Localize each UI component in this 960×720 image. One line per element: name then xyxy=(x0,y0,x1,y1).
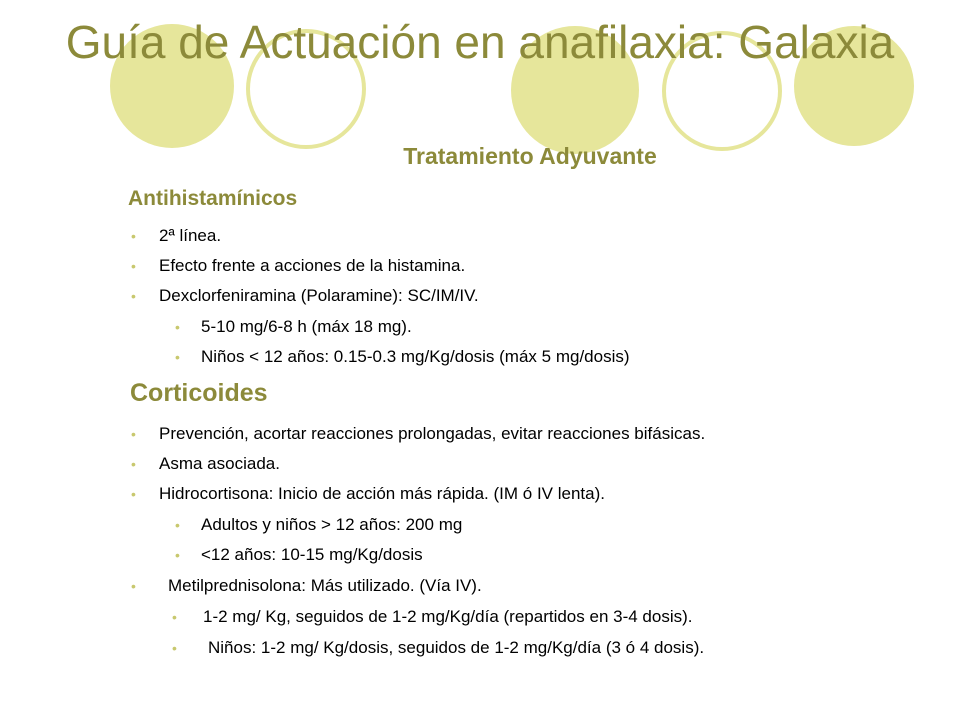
bullet-icon: • xyxy=(175,319,180,335)
bullet-icon: • xyxy=(131,426,136,442)
list-item-text: Adultos y niños > 12 años: 200 mg xyxy=(201,515,463,534)
list-item-text: 1-2 mg/ Kg, seguidos de 1-2 mg/Kg/día (repartidos en 3-4 dosis). xyxy=(203,607,693,626)
bullet-icon: • xyxy=(131,258,136,274)
list-item xyxy=(131,256,465,276)
bullet-icon: • xyxy=(131,486,136,502)
slide-subtitle: Tratamiento Adyuvante xyxy=(403,143,657,169)
bullet-icon: • xyxy=(131,228,136,244)
list-item-text: Asma asociada. xyxy=(159,454,280,473)
list-item xyxy=(175,347,630,367)
bullet-icon: • xyxy=(131,456,136,472)
bullet-icon: • xyxy=(175,517,180,533)
section-heading-antihistaminicos: Antihistamínicos xyxy=(128,187,298,210)
bullet-icon: • xyxy=(172,640,177,656)
list-item xyxy=(175,317,412,337)
list-item-text: Prevención, acortar reacciones prolongadas, evitar reacciones bifásicas. xyxy=(159,424,706,443)
list-item xyxy=(131,576,482,596)
list-item xyxy=(131,454,280,474)
list-item-text: Hidrocortisona: Inicio de acción más rápida. (IM ó IV lenta). xyxy=(159,484,605,503)
list-item xyxy=(131,424,705,444)
bullet-icon: • xyxy=(131,288,136,304)
slide-title: Guía de Actuación en anafilaxia: Galaxia xyxy=(65,16,895,68)
list-item xyxy=(172,638,704,658)
bullet-icon: • xyxy=(172,609,177,625)
list-item xyxy=(175,515,462,535)
list-item-text: Niños < 12 años: 0.15-0.3 mg/Kg/dosis (máx 5 mg/dosis) xyxy=(201,347,630,366)
list-item-text: Dexclorfeniramina (Polaramine): SC/IM/IV. xyxy=(159,286,479,305)
list-item-text: 2ª línea. xyxy=(159,226,222,245)
list-item-text: <12 años: 10-15 mg/Kg/dosis xyxy=(201,545,423,564)
section-heading-corticoides: Corticoides xyxy=(130,379,268,407)
list-item xyxy=(131,226,221,246)
list-item-text: Niños: 1-2 mg/ Kg/dosis, seguidos de 1-2 mg/Kg/día (3 ó 4 dosis). xyxy=(208,638,705,657)
list-item-text: 5-10 mg/6-8 h (máx 18 mg). xyxy=(201,317,412,336)
list-item-text: Metilprednisolona: Más utilizado. (Vía IV). xyxy=(168,576,482,595)
bullet-icon: • xyxy=(131,578,136,594)
list-item xyxy=(172,607,692,627)
list-item xyxy=(175,545,423,565)
bullet-icon: • xyxy=(175,349,180,365)
list-item xyxy=(131,286,479,306)
bullet-icon: • xyxy=(175,547,180,563)
list-item xyxy=(131,484,605,504)
list-item-text: Efecto frente a acciones de la histamina. xyxy=(159,256,466,275)
